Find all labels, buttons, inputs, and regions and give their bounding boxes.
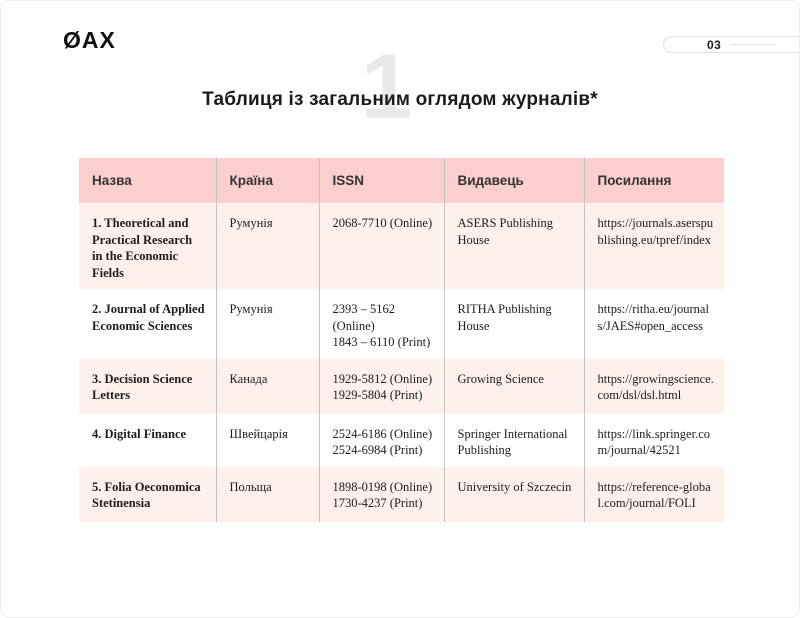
issn-cell [319,414,444,467]
country-cell: Швейцарія [216,414,319,467]
link-cell: https://link.springer.com/journal/42521 [584,414,724,467]
logo-first-letter: Ø [63,27,82,53]
page-title: Таблиця із загальним оглядом журналів* [202,89,598,110]
table-row [79,203,724,289]
journal-name-cell: 2. Journal of Applied Economic Sciences [92,302,205,333]
column-header-issn: ISSN [319,158,444,203]
journal-name-cell: 4. Digital Finance [92,426,187,441]
table-row [79,289,724,359]
logo [63,29,116,52]
page-number-pill [663,36,800,53]
page-number: 03 [707,37,722,52]
column-header-publisher: Видавець [444,158,584,203]
issn-line: 2524-6984 (Print) [332,443,423,457]
issn-line: 1929-5804 (Print) [332,388,423,402]
journal-name-cell: 3. Decision Science Letters [79,359,216,414]
column-header-country: Країна [216,158,319,203]
column-header-name: Назва [79,158,216,203]
issn-line: 2068-7710 (Online) [332,216,433,230]
journal-name-cell: 5. Folia Oeconomica Stetinensia [79,467,216,522]
publisher-cell: Growing Science [444,359,584,414]
logo-rest: АХ [81,27,116,53]
issn-line: 1929-5812 (Online) [332,371,433,386]
country-cell: Румунія [216,203,319,289]
watermark-number: 1 [361,36,413,138]
issn-line: 1730-4237 (Print) [332,496,423,510]
issn-cell [319,289,444,359]
pill-decorative-line [731,44,777,45]
issn-line: 1843 – 6110 (Print) [332,335,431,349]
issn-cell [319,467,444,522]
publisher-cell: Springer International Publishing [444,414,584,467]
link-cell: https://growingscience.com/dsl/dsl.html [584,359,724,414]
publisher-cell: RITHA Publishing House [444,289,584,359]
issn-line: 2524-6186 (Online) [332,426,433,441]
country-cell: Канада [216,359,319,414]
publisher-cell: University of Szczecin [444,467,584,522]
country-cell: Румунія [216,289,319,359]
link-cell: https://reference-global.com/journal/FOLI [584,467,724,522]
table-row [79,414,724,467]
issn-line: 1898-0198 (Online) [332,479,433,494]
issn-line: 2393 – 5162 (Online) [332,302,395,333]
link-cell: https://journals.aserspublishing.eu/tpref/index [584,203,724,289]
table-row [79,467,724,522]
issn-cell [319,203,444,289]
journals-table [79,158,724,522]
journal-name-cell: 1. Theoretical and Practical Research in the Economic Fields [79,203,216,289]
issn-cell [319,359,444,414]
table-row [79,359,724,414]
link-cell: https://ritha.eu/journals/JAES#open_access [584,289,724,359]
publisher-cell: ASERS Publishing House [444,203,584,289]
country-cell: Польща [216,467,319,522]
column-header-link: Посилання [584,158,724,203]
table-header-row [79,158,724,203]
